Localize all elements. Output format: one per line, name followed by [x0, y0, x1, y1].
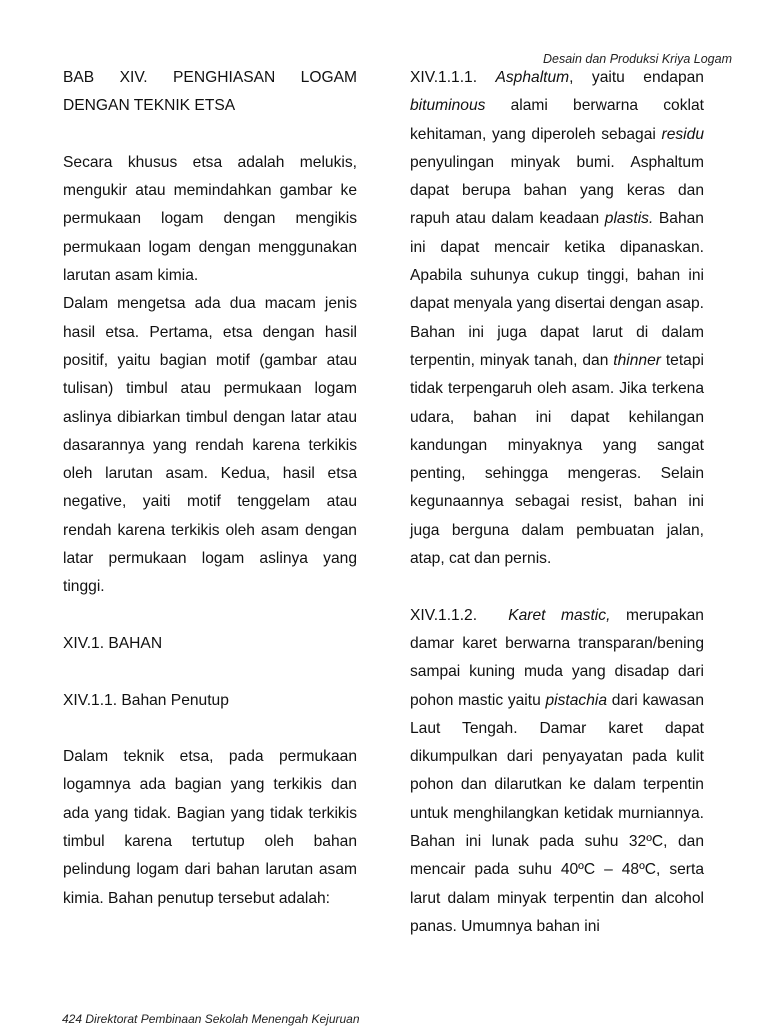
item-karet-mastic — [410, 602, 704, 942]
intro-paragraph: Secara khusus etsa adalah melukis, mengukir atau memindahkan gambar ke permukaan logam dengan mengikis permukaan logam dengan menggunakan larutan asam kimia. — [63, 153, 357, 285]
chapter-heading-text: BAB XIV. PENGHIASAN LOGAM DENGAN TEKNIK ETSA — [63, 69, 357, 115]
item-asphaltum — [410, 64, 704, 573]
running-header: Desain dan Produksi Kriya Logam — [543, 52, 732, 66]
page-footer: 424 Direktorat Pembinaan Sekolah Menengah Kejuruan — [62, 1012, 360, 1026]
item-text: dari kawasan Laut Tengah. Damar karet dapat dikumpulkan dari penyayatan pada kulit pohon dan dilarutkan ke dalam terpentin untuk menghilangkan ketidak murniannya. Bahan ini lunak pada suhu 32ºC, dan mencair pada suhu 40ºC – 48ºC, serta larut dalam minyak terpentin dan alcohol panas. Umumnya bahan ini — [410, 691, 704, 935]
item-italic-term: bituminous — [410, 97, 486, 115]
bahan-penutup-paragraph: Dalam teknik etsa, pada permukaan logamnya ada bagian yang terkikis dan ada yang tidak. Bagian yang tidak terkikis timbul karena tertutup oleh bahan pelindung logam dari bahan larutan asam kimia. Bahan penutup tersebut adalah: — [63, 748, 357, 907]
item-text: alami berwarna coklat kehitaman, yang diperoleh sebagai — [410, 97, 704, 143]
item-text: Bahan ini dapat mencair ketika dipanaskan. Apabila suhunya cukup tinggi, bahan ini dapat menyala yang disertai dengan asap. Bahan ini juga dapat larut di dalam terpentin, minyak tanah, dan — [410, 210, 704, 369]
item-text: penyulingan minyak bumi. Asphaltum dapat berupa bahan yang keras dan rapuh atau dalam keadaan — [410, 153, 704, 228]
item-italic-term: thinner — [613, 351, 661, 369]
right-column — [410, 64, 704, 941]
chapter-heading — [63, 64, 357, 121]
subsection-heading: XIV.1.1. Bahan Penutup — [63, 691, 229, 709]
etsa-types-paragraph: Dalam mengetsa ada dua macam jenis hasil etsa. Pertama, etsa dengan hasil positif, yaitu bagian motif (gambar atau tulisan) timbul atau permukaan logam aslinya dibiarkan timbul dengan latar atau dasarannya yang rendah karena terkikis oleh larutan asam. Kedua, hasil etsa negative, yaiti motif tenggelam atau rendah karena terkikis oleh asam dengan latar permukaan logam aslinya yang tinggi. — [63, 295, 357, 596]
item-number: XIV.1.1.2. — [410, 606, 478, 624]
item-term: Karet mastic, — [508, 606, 611, 624]
item-italic-term: pistachia — [545, 691, 608, 709]
item-term: Asphaltum — [495, 69, 570, 86]
left-column — [63, 64, 357, 913]
item-italic-term: plastis. — [604, 210, 654, 228]
item-text: merupakan damar karet berwarna transparan/bening sampai kuning muda yang disadap dari pohon mastic yaitu — [410, 606, 704, 709]
section-heading: XIV.1. BAHAN — [63, 634, 163, 652]
item-number: XIV.1.1.1. — [410, 69, 478, 86]
item-text: tetapi tidak terpengaruh oleh asam. Jika terkena udara, bahan ini dapat kehilangan kandungan minyaknya yang sangat penting, sehingga mengeras. Selain kegunaannya sebagai resist, bahan ini juga berguna dalam pembuatan jalan, atap, cat dan pernis. — [410, 351, 704, 568]
item-text: , yaitu endapan — [569, 69, 704, 86]
item-italic-term: residu — [661, 125, 704, 143]
